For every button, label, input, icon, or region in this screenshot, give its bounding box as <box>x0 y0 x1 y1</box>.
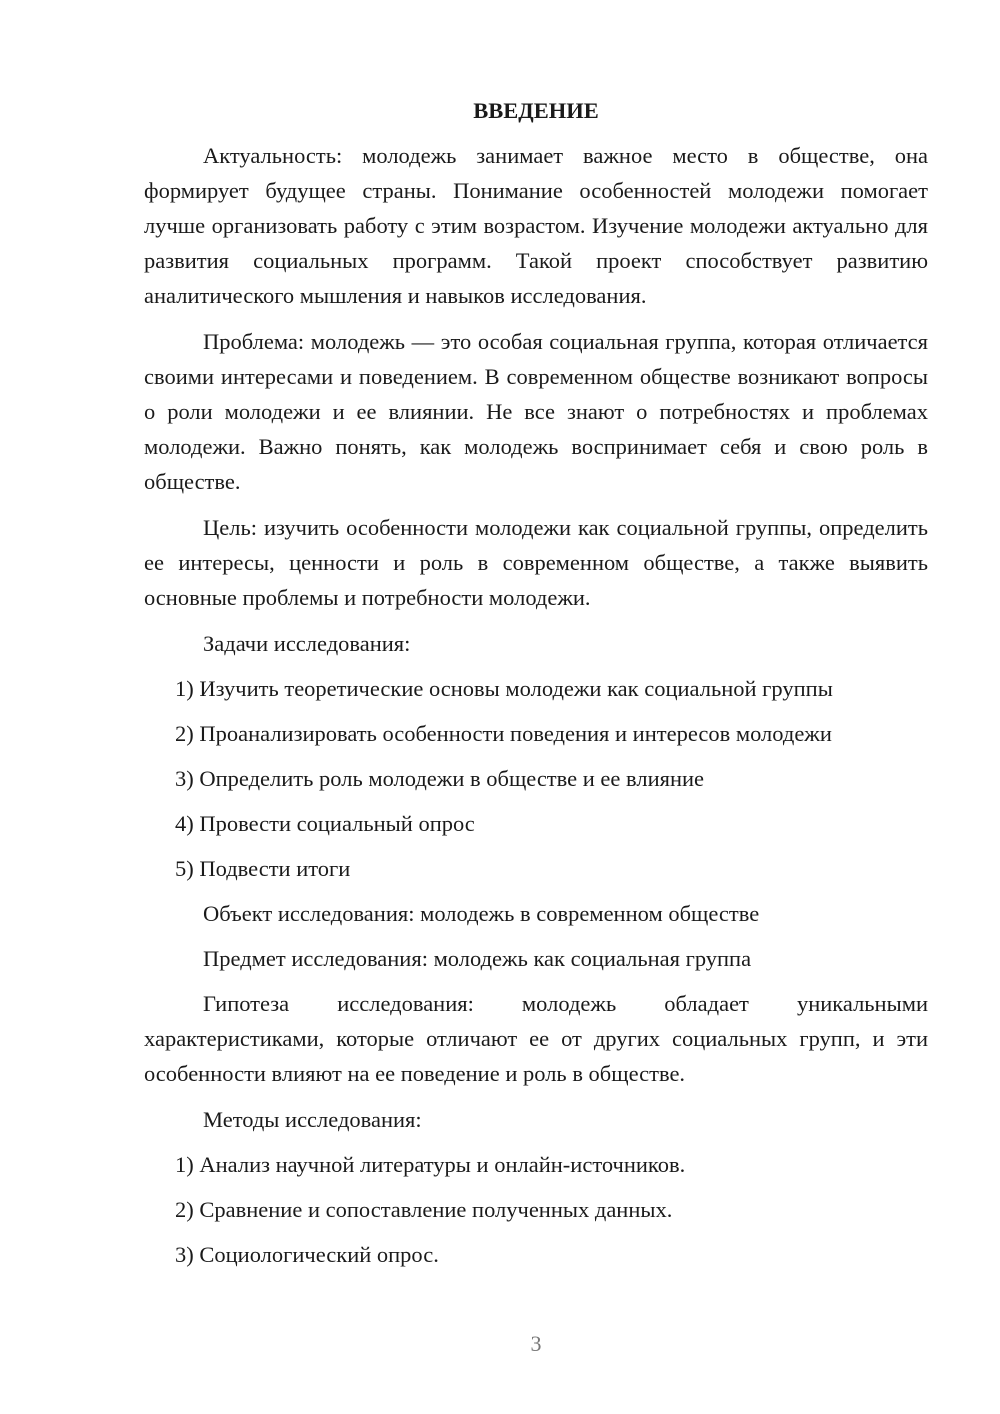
research-object: Объект исследования: молодежь в современном обществе <box>203 901 760 926</box>
document-page <box>144 94 928 1282</box>
task-item: 4) Провести социальный опрос <box>175 811 475 836</box>
task-item: 5) Подвести итоги <box>175 856 351 881</box>
method-item: 3) Социологический опрос. <box>175 1242 439 1267</box>
relevance-paragraph: Актуальность: молодежь занимает важное место в обществе, она формирует будущее страны. Понимание особенностей молодежи помогает лучше организовать работу с этим возрастом. Изучение молодежи актуально для развития социальных программ. Такой проект способствует развитию аналитического мышления и навыков исследования. <box>144 143 928 308</box>
goal-paragraph: Цель: изучить особенности молодежи как социальной группы, определить ее интересы, ценности и роль в современном обществе, а также выявить основные проблемы и потребности молодежи. <box>144 515 928 610</box>
page-number: 3 <box>530 1331 542 1356</box>
problem-paragraph: Проблема: молодежь — это особая социальная группа, которая отличается своими интересами и поведением. В современном обществе возникают вопросы о роли молодежи и ее влиянии. Не все знают о потребностях и проблемах молодежи. Важно понять, как молодежь воспринимает себя и свою роль в обществе. <box>144 329 928 494</box>
hypothesis-paragraph: Гипотеза исследования: молодежь обладает уникальными характеристиками, которые отличают ее от других социальных групп, и эти особенности влияют на ее поведение и роль в обществе. <box>144 991 928 1086</box>
task-item: 2) Проанализировать особенности поведения и интересов молодежи <box>175 721 832 746</box>
method-item: 1) Анализ научной литературы и онлайн-источников. <box>175 1152 686 1177</box>
task-item: 1) Изучить теоретические основы молодежи как социальной группы <box>175 676 833 701</box>
research-subject: Предмет исследования: молодежь как социальная группа <box>203 946 752 971</box>
methods-heading: Методы исследования: <box>203 1107 422 1132</box>
tasks-heading: Задачи исследования: <box>203 631 411 656</box>
method-item: 2) Сравнение и сопоставление полученных данных. <box>175 1197 673 1222</box>
task-item: 3) Определить роль молодежи в обществе и ее влияние <box>175 766 705 791</box>
page-title: ВВЕДЕНИЕ <box>473 98 599 123</box>
